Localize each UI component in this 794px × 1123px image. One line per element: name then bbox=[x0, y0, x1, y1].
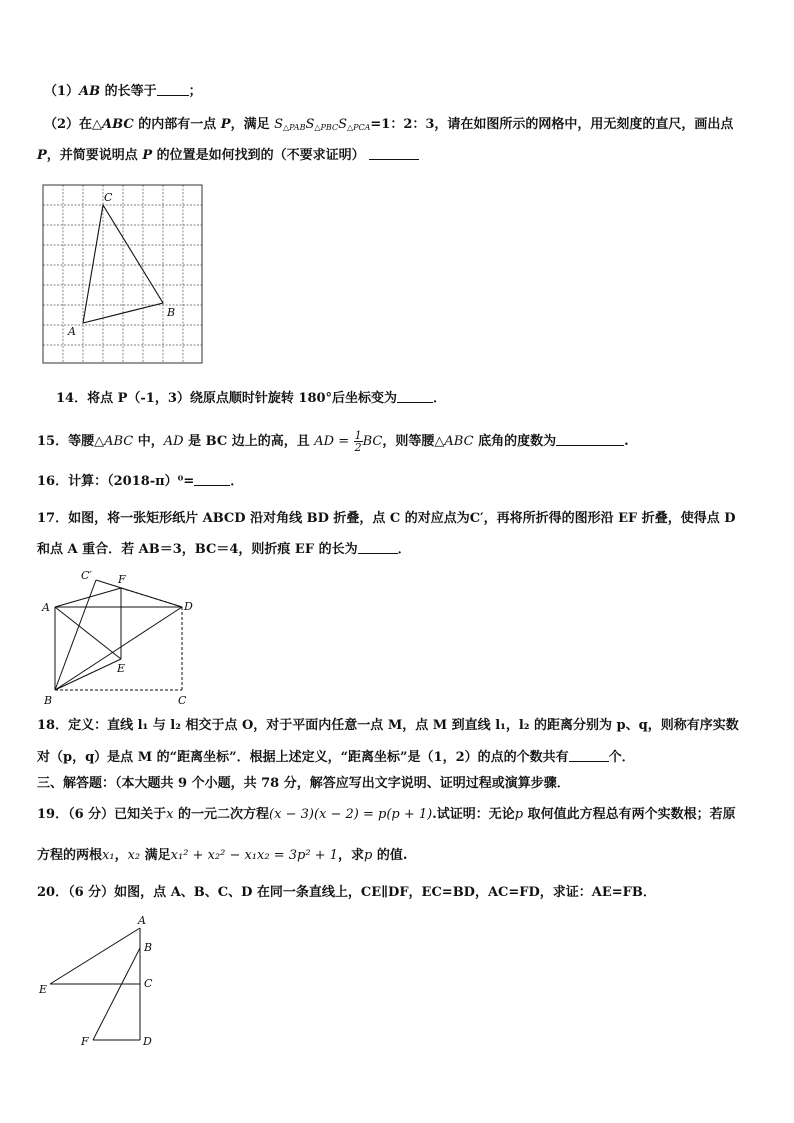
ratio-s2: S bbox=[305, 117, 315, 132]
answer-blank[interactable] bbox=[157, 83, 189, 96]
q19-line2 bbox=[37, 847, 407, 865]
q13-part2-line2 bbox=[37, 147, 419, 165]
q13-part1-var: AB bbox=[79, 84, 101, 99]
q15-t1: 中， bbox=[133, 434, 164, 449]
ratio-s3: S bbox=[338, 117, 347, 132]
segment-bd bbox=[55, 607, 182, 690]
q19-l2b: 满足 bbox=[140, 848, 171, 863]
answer-blank[interactable] bbox=[569, 749, 609, 762]
frac-num: 1 bbox=[354, 429, 362, 442]
answer-blank[interactable] bbox=[397, 390, 433, 403]
q15 bbox=[37, 430, 629, 453]
q13-text3: =1：2：3，请在如图所示的网格中，用无刻度的直尺，画出点 bbox=[370, 117, 734, 132]
q19-l2a: 方程的两根 bbox=[37, 848, 103, 863]
label-f: F bbox=[118, 573, 126, 586]
q19-sep: ， bbox=[114, 848, 128, 863]
q13-line2-p: P bbox=[37, 148, 47, 163]
q13-part1 bbox=[44, 83, 202, 101]
q20-text: 20．（6 分）如图，点 A、B、C、D 在同一条直线上，CE∥DF，EC=BD，AC=FD，求证：AE=FB． bbox=[37, 885, 656, 900]
segment-bf bbox=[93, 948, 140, 1040]
q19-t2: .试证明：无论 bbox=[432, 807, 515, 822]
frac-den: 2 bbox=[354, 441, 362, 454]
q16 bbox=[37, 473, 243, 491]
grid-border bbox=[43, 185, 202, 363]
q15-ad: AD bbox=[163, 434, 184, 449]
q19-x: x bbox=[166, 807, 174, 822]
answer-blank[interactable] bbox=[194, 473, 230, 486]
q15-t2: 是 BC 边上的高，且 bbox=[183, 434, 315, 449]
q19-p2: p bbox=[363, 848, 373, 863]
q19-line1 bbox=[37, 806, 736, 824]
label-b: B bbox=[44, 694, 53, 707]
q17-end: ． bbox=[397, 542, 411, 557]
fraction-half bbox=[354, 430, 363, 453]
label-c: C bbox=[104, 191, 113, 204]
q13-p: P bbox=[220, 117, 231, 132]
q13-part2-line1 bbox=[44, 116, 733, 137]
q15-tri: △ABC bbox=[94, 434, 134, 449]
q19-equation: (x − 3)(x − 2) = p(p + 1) bbox=[269, 807, 433, 822]
q19-x1: x₁ bbox=[102, 848, 115, 863]
q19-x2: x₂ bbox=[127, 848, 141, 863]
label-f: F bbox=[81, 1035, 89, 1048]
q13-line2-p2: P bbox=[142, 148, 153, 163]
label-b: B bbox=[167, 306, 176, 319]
q19-equation2: x₁² + x₂² − x₁x₂ = 3p² + 1 bbox=[170, 848, 338, 863]
q13-tri: △ABC bbox=[92, 117, 134, 132]
q18-line2 bbox=[37, 749, 635, 767]
folding-rectangle-figure bbox=[38, 566, 208, 711]
q13-part2-prefix: （2）在 bbox=[44, 117, 93, 132]
segment-ae bbox=[55, 607, 121, 659]
ratio-sub3: △PCA bbox=[346, 123, 371, 132]
q18-line2-text: 对（p，q）是点 M 的“距离坐标”．根据上述定义，“距离坐标”是（1，2）的点的个数共有 bbox=[37, 750, 569, 765]
q13-line2-text2: 的位置是如何找到的（不要求证明） bbox=[152, 148, 365, 163]
q15-eq-right: BC bbox=[362, 434, 383, 449]
ratio-sub2: △PBC bbox=[314, 123, 339, 132]
q14-text: 14．将点 P（-1，3）绕原点顺时针旋转 180°后坐标变为 bbox=[56, 391, 398, 406]
q15-end: . bbox=[624, 434, 629, 449]
answer-blank[interactable] bbox=[369, 147, 419, 160]
q19-l2d: 的值. bbox=[372, 848, 408, 863]
label-a: A bbox=[68, 325, 76, 338]
q15-t3: ，则等腰 bbox=[382, 434, 435, 449]
q13-part1-end: ； bbox=[188, 84, 202, 99]
q15-t4: 底角的度数为 bbox=[473, 434, 557, 449]
section-three-heading: 三、解答题：（本大题共 9 个小题，共 78 分，解答应写出文字说明、证明过程或演算步骤． bbox=[37, 776, 570, 791]
q15-eq-left: AD = bbox=[314, 434, 350, 449]
q18-line1: 18．定义：直线 l₁ 与 l₂ 相交于点 O，对于平面内任意一点 M，点 M 到直线 l₁，l₂ 的距离分别为 p、q，则称有序实数 bbox=[37, 718, 739, 733]
q15-tri2: △ABC bbox=[434, 434, 474, 449]
q19-l2c: ，求 bbox=[337, 848, 364, 863]
ratio-s1: S bbox=[274, 117, 283, 132]
ratio-sub1: △PAB bbox=[283, 123, 306, 132]
label-a: A bbox=[42, 601, 50, 614]
label-c-prime: C′ bbox=[81, 569, 92, 582]
q13-part1-prefix: （1） bbox=[44, 84, 80, 99]
segment-fa bbox=[55, 588, 121, 607]
ratio-expression bbox=[274, 117, 370, 132]
label-c: C bbox=[144, 977, 153, 990]
label-e: E bbox=[117, 662, 126, 675]
q17-line2 bbox=[37, 541, 411, 559]
answer-blank[interactable] bbox=[556, 433, 624, 446]
answer-blank[interactable] bbox=[358, 541, 398, 554]
grid-triangle-figure bbox=[40, 180, 210, 370]
q16-text: 16．计算：（2018-π）⁰= bbox=[37, 474, 195, 489]
q19-t3: 取何值此方程总有两个实数根；若原 bbox=[523, 807, 736, 822]
q14 bbox=[56, 390, 446, 408]
q19-p: p bbox=[514, 807, 524, 822]
label-d: D bbox=[143, 1035, 152, 1048]
label-e: E bbox=[39, 983, 48, 996]
q13-text1: 的内部有一点 bbox=[133, 117, 221, 132]
segment-ae bbox=[50, 928, 140, 984]
q14-end: ． bbox=[433, 391, 447, 406]
label-a: A bbox=[138, 914, 146, 927]
q19-prefix: 19．（6 分）已知关于 bbox=[37, 807, 167, 822]
grid-lines bbox=[43, 185, 202, 363]
label-d: D bbox=[184, 600, 193, 613]
label-b: B bbox=[144, 941, 153, 954]
q15-prefix: 15．等腰 bbox=[37, 434, 95, 449]
q19-t1: 的一元二次方程 bbox=[173, 807, 270, 822]
q13-line2-text: ，并简要说明点 bbox=[46, 148, 143, 163]
q20-figure bbox=[36, 912, 166, 1052]
q16-end: ． bbox=[230, 474, 244, 489]
q13-text2: ，满足 bbox=[230, 117, 275, 132]
q17-line1: 17．如图，将一张矩形纸片 ABCD 沿对角线 BD 折叠，点 C 的对应点为C′，再将所折得的图形沿 EF 折叠，使得点 D bbox=[37, 511, 736, 526]
q18-end: 个． bbox=[608, 750, 635, 765]
q13-part1-text: 的长等于 bbox=[100, 84, 157, 99]
q17-line2-text: 和点 A 重合．若 AB＝3，BC＝4，则折痕 EF 的长为 bbox=[37, 542, 358, 557]
label-c: C bbox=[178, 694, 187, 707]
